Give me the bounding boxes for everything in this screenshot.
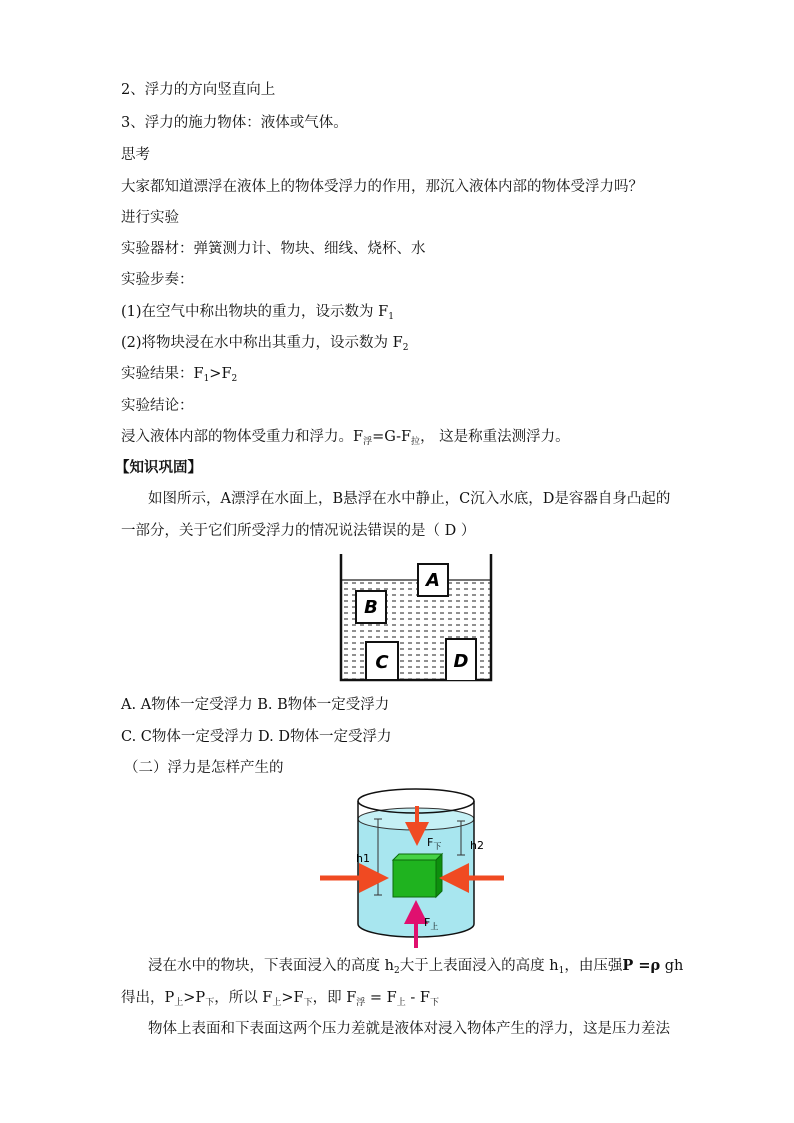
label-c: C	[375, 652, 389, 673]
label-f-down: $F_下$	[427, 836, 442, 851]
cube-front	[393, 860, 436, 897]
text-think: 思考	[121, 147, 150, 163]
text-explanation-1: 浸在水中的物块，下表面浸入的高度 $h_2$大于上表面浸入的高度 $h_1$，由压强P =ρ gh	[148, 957, 684, 976]
text-problem-1: 如图所示，A漂浮在水面上，B悬浮在水中静止，C沉入水底，D是容器自身凸起的	[148, 491, 671, 507]
text-conclusion: 浸入液体内部的物体受重力和浮力。$F_浮=G-F_拉$， 这是称重法测浮力。	[121, 429, 570, 447]
cube-side	[436, 854, 442, 897]
text-experiment: 进行实验	[121, 210, 179, 226]
cube-top	[393, 854, 442, 860]
text-question: 大家都知道漂浮在液体上的物体受浮力的作用，那沉入液体内部的物体受浮力吗？	[121, 179, 643, 195]
text-result: 实验结果：$F_1>F_2$	[121, 366, 238, 384]
container-figure	[328, 550, 504, 686]
label-d: D	[453, 651, 469, 672]
text-explanation-3: 物体上表面和下表面这两个压力差就是液体对浸入物体产生的浮力，这是压力差法	[148, 1021, 670, 1037]
text-equipment: 实验器材：弹簧测力计、物块、细线、烧杯、水	[121, 241, 426, 257]
text-explanation-2: 得出，$P_上>P_下$，所以 $F_上>F_下$，即 $F_浮 = F_上 - F_下$	[121, 990, 439, 1008]
label-f-up: $F_上$	[424, 916, 439, 931]
text-steps: 实验步奏：	[121, 272, 194, 288]
text-problem-2: 一部分，关于它们所受浮力的情况说法错误的是（ D ）	[121, 523, 476, 539]
text-options-ab: A. A物体一定受浮力 B. B物体一定受浮力	[121, 697, 390, 713]
text-direction: 2、浮力的方向竖直向上	[121, 82, 276, 98]
text-step2: (2)将物块浸在水中称出其重力，设示数为 $F_2$	[121, 335, 409, 353]
text-step1: (1)在空气中称出物块的重力，设示数为 $F_1$	[121, 304, 394, 322]
label-h2: h2	[470, 839, 484, 852]
text-conclusion-label: 实验结论：	[121, 398, 194, 414]
label-h1: h1	[356, 852, 370, 865]
text-options-cd: C. C物体一定受浮力 D. D物体一定受浮力	[121, 729, 392, 745]
label-a: A	[426, 570, 440, 591]
label-b: B	[364, 597, 378, 618]
buoyancy-figure	[318, 784, 508, 950]
text-source: 3、浮力的施力物体：液体或气体。	[121, 115, 348, 131]
subsection-heading: （二）浮力是怎样产生的	[124, 760, 284, 776]
section-heading: 【知识巩固】	[115, 459, 202, 476]
